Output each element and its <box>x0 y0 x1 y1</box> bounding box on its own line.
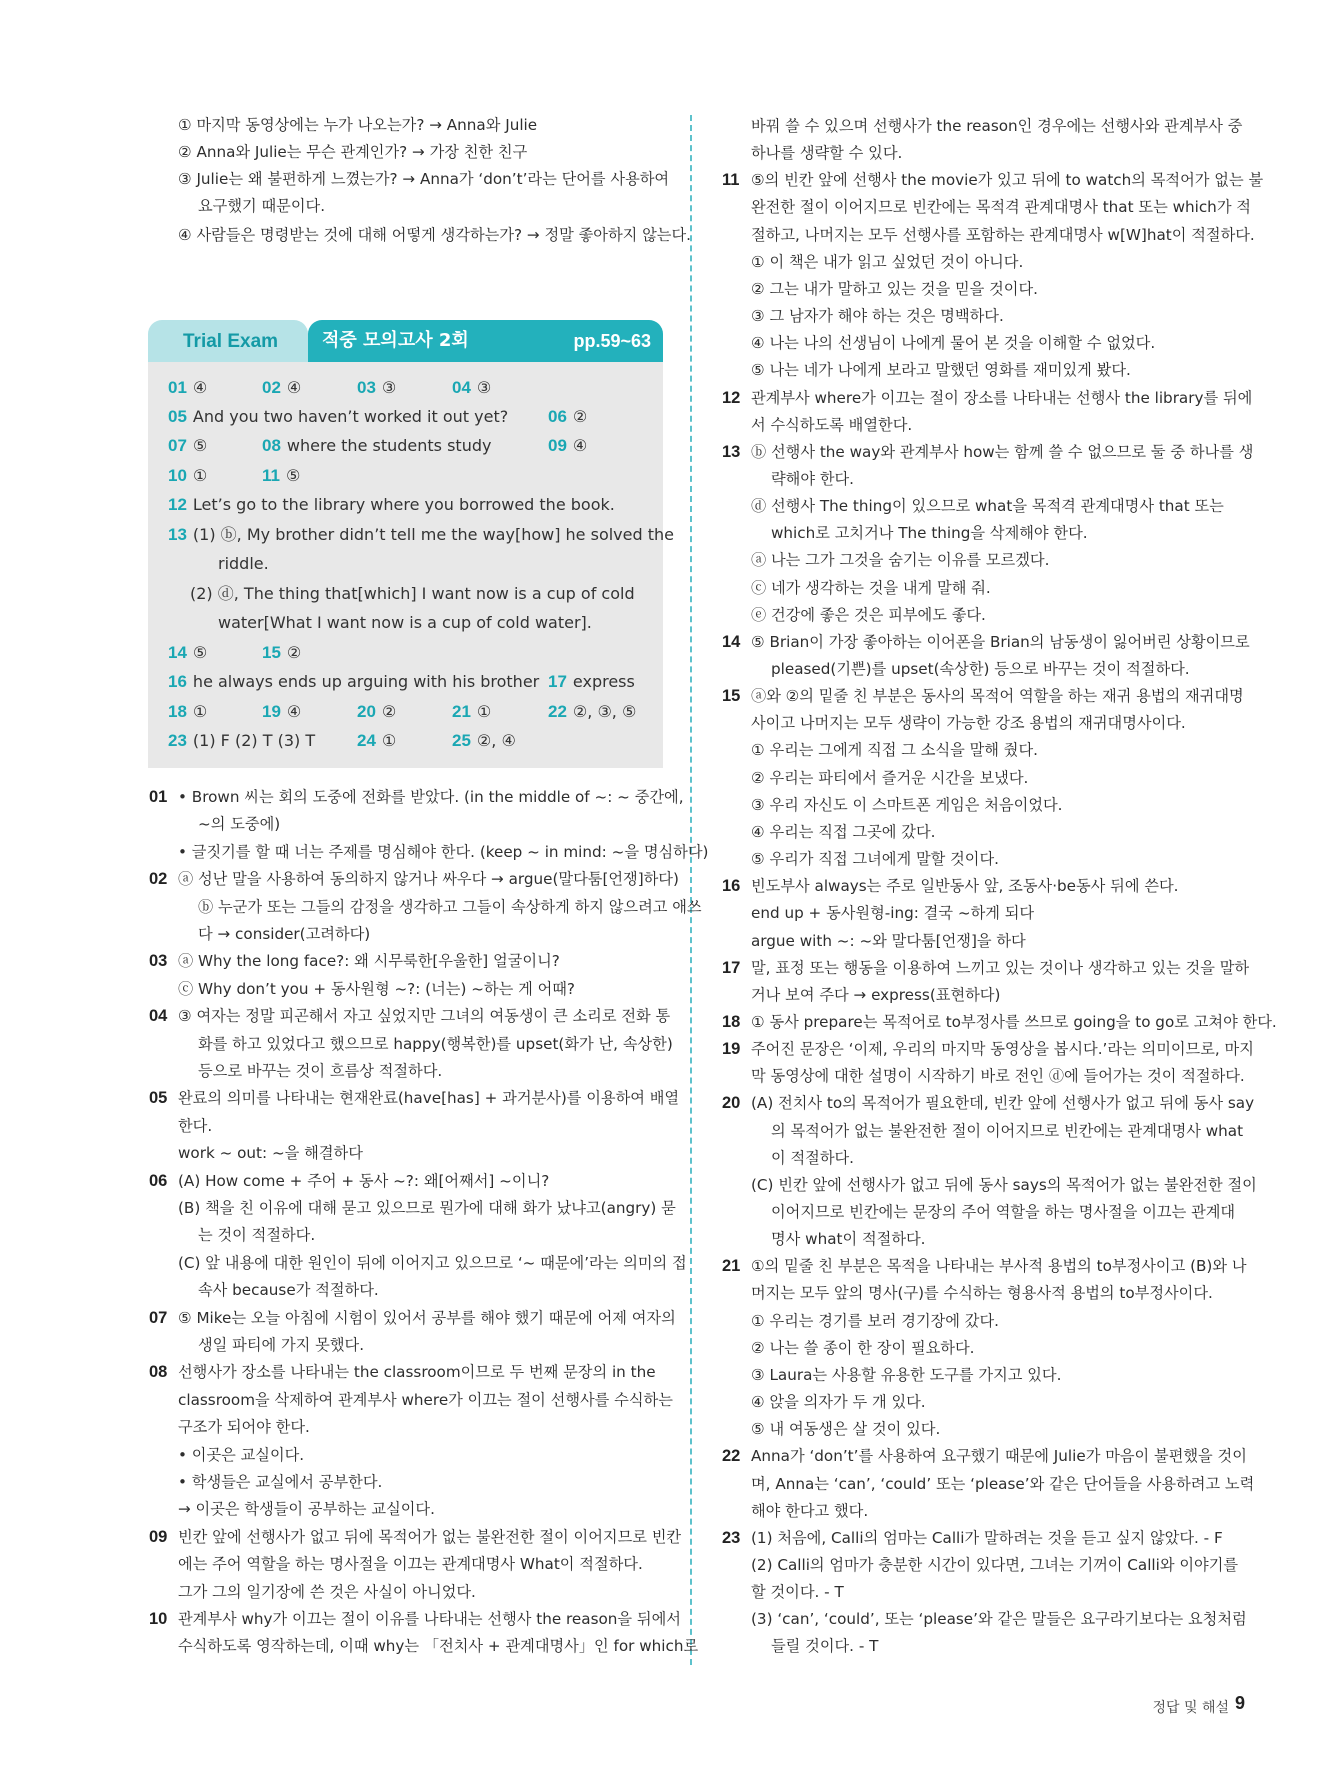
exam-pages: pp.59~63 <box>573 331 651 351</box>
explanation-line: end up + 동사원형-ing: 결국 ~하게 되다 <box>751 904 1035 923</box>
item-number: 02 <box>149 870 168 889</box>
item-number: 11 <box>722 171 740 190</box>
answer-number: 07 <box>168 436 187 455</box>
intro-line: 요구했기 때문이다. <box>198 197 326 215</box>
column-divider <box>690 115 692 1665</box>
answer-text: ② <box>286 643 302 662</box>
explanation-line: (A) How come + 주어 + 동사 ~?: 왜[어째서] ~이니? <box>178 1171 550 1190</box>
answer-item <box>357 730 396 752</box>
item-number: 09 <box>149 1527 168 1546</box>
explanation-line: ⑤ Brian이 가장 좋아하는 이어폰을 Brian의 남동생이 잃어버린 상황이므로 <box>751 632 1250 651</box>
answer-number: 10 <box>168 466 187 485</box>
explanation-line: ③ 여자는 정말 피곤해서 자고 싶었지만 그녀의 여동생이 큰 소리로 전화 통 <box>178 1007 671 1026</box>
explanation-line: (2) Calli의 엄마가 충분한 시간이 있다면, 그녀는 기꺼이 Calli와 이야기를 <box>751 1555 1239 1574</box>
explanation-line: ⑤ 내 여동생은 살 것이 있다. <box>751 1420 941 1439</box>
explanation-line: ③ Laura는 사용할 유용한 도구를 가지고 있다. <box>751 1365 1062 1384</box>
explanation-line: 들릴 것이다. - T <box>771 1637 879 1656</box>
item-number: 18 <box>722 1012 741 1031</box>
explanation-line: ⓒ Why don’t you + 동사원형 ~?: (너는) ~하는 게 어때? <box>178 979 575 998</box>
answer-text: express <box>572 672 635 691</box>
answer-text: And you two haven’t worked it out yet? <box>192 407 509 426</box>
answer-number: 23 <box>168 731 187 750</box>
explanation-line: ⓒ 네가 생각하는 것을 내게 말해 줘. <box>751 578 991 597</box>
explanation-line: • 글짓기를 할 때 너는 주제를 명심해야 한다. (keep ~ in mind: ~을 명심하다) <box>178 842 709 861</box>
item-number: 14 <box>722 632 741 651</box>
explanation-line: ⑤의 빈칸 앞에 선행사 the movie가 있고 뒤에 to watch의 목적어가 없는 불 <box>751 171 1264 190</box>
explanation-line: 말, 표정 또는 행동을 이용하여 느끼고 있는 것이나 생각하고 있는 것을 말하 <box>751 958 1250 977</box>
answer-text: ④ <box>572 436 588 455</box>
explanation-line: ③ 그 남자가 해야 하는 것은 명백하다. <box>751 307 1004 326</box>
explanation-line: 구조가 되어야 한다. <box>178 1418 310 1437</box>
item-number: 17 <box>722 958 741 977</box>
answer-item <box>168 406 508 428</box>
explanation-line: work ~ out: ~을 해결하다 <box>178 1144 363 1163</box>
explanation-line: 수식하도록 영작하는데, 이때 why는 「전치사 + 관계대명사」인 for which로 <box>178 1637 699 1656</box>
explanation-line: → 이곳은 학생들이 공부하는 교실이다. <box>178 1500 435 1519</box>
answer-number: 14 <box>168 643 187 662</box>
explanation-line: 등으로 바꾸는 것이 흐름상 적절하다. <box>198 1062 443 1080</box>
answer-item <box>168 524 674 546</box>
explanation-line: 사이고 나머지는 모두 생략이 가능한 강조 용법의 재귀대명사이다. <box>751 714 1186 733</box>
explanation-line: ⑤ 나는 네가 나에게 보라고 말했던 영화를 재미있게 봤다. <box>751 361 1131 380</box>
answer-text: ① <box>381 731 397 750</box>
explanation-line: 그가 그의 일기장에 쓴 것은 사실이 아니었다. <box>178 1582 476 1601</box>
explanation-line: ⓐ 나는 그가 그것을 숨기는 이유를 모르겠다. <box>751 551 1050 570</box>
item-number: 21 <box>722 1257 741 1276</box>
explanation-line: Anna가 ‘don’t’를 사용하여 요구했기 때문에 Julie가 마음이 불편했을 것이 <box>751 1447 1247 1466</box>
explanation-line: ⓑ 누군가 또는 그들의 감정을 생각하고 그들이 속상하게 하지 않으려고 애쓰 <box>198 897 702 916</box>
item-number: 16 <box>722 877 741 896</box>
answer-item <box>262 435 491 457</box>
explanation-line: (C) 빈칸 앞에 선행사가 없고 뒤에 동사 says의 목적어가 없는 불완전한 절이 <box>751 1175 1257 1194</box>
answer-item <box>357 701 396 723</box>
item-number: 08 <box>149 1363 168 1382</box>
exam-title: 적중 모의고사 2회 <box>322 330 469 351</box>
explanation-line: 략해야 한다. <box>771 469 855 488</box>
explanation-line: ② 그는 내가 말하고 있는 것을 믿을 것이다. <box>751 279 1038 298</box>
answer-item <box>357 377 396 399</box>
intro-line: ④ 사람들은 명령받는 것에 대해 어떻게 생각하는가? → 정말 좋아하지 않는다. <box>178 226 691 244</box>
explanation-line: 하나를 생략할 수 있다. <box>751 144 903 163</box>
explanation-line: ⓓ 선행사 The thing이 있으므로 what을 목적격 관계대명사 that 또는 <box>751 497 1224 516</box>
answer-number: 17 <box>548 672 567 691</box>
answer-item <box>262 465 300 487</box>
item-number: 22 <box>722 1447 741 1466</box>
answer-item <box>168 730 315 752</box>
item-number: 23 <box>722 1528 741 1547</box>
explanation-line: 빈도부사 always는 주로 일반동사 앞, 조동사·be동사 뒤에 쓴다. <box>751 877 1179 896</box>
explanation-line: (1) 처음에, Calli의 엄마는 Calli가 말하려는 것을 듣고 싶지 않았다. - F <box>751 1528 1223 1547</box>
answer-number: 20 <box>357 702 376 721</box>
explanation-line: ③ 우리 자신도 이 스마트폰 게임은 처음이었다. <box>751 795 1063 814</box>
answer-text: ① <box>476 702 492 721</box>
answer-text: Let’s go to the library where you borrowed the book. <box>192 495 615 514</box>
item-number: 12 <box>722 388 741 407</box>
answer-number: 03 <box>357 378 376 397</box>
page-number: 9 <box>1234 1693 1245 1713</box>
answer-item <box>548 701 636 723</box>
exam-header <box>308 320 663 362</box>
answer-item <box>168 465 207 487</box>
explanation-line: 서 수식하도록 배열한다. <box>751 415 913 434</box>
item-number: 03 <box>149 952 168 971</box>
explanation-line: 명사 what이 적절하다. <box>771 1230 926 1249</box>
explanation-line: ~의 도중에) <box>198 815 281 834</box>
answer-number: 08 <box>262 436 281 455</box>
explanation-line: ④ 앉을 의자가 두 개 있다. <box>751 1393 926 1412</box>
explanation-line: (A) 전치사 to의 목적어가 필요한데, 빈칸 앞에 선행사가 없고 뒤에 동사 say <box>751 1094 1255 1113</box>
explanation-line: ② 우리는 파티에서 즐거운 시간을 보냈다. <box>751 768 1029 787</box>
explanation-line: 생일 파티에 가지 못했다. <box>198 1336 365 1354</box>
answer-text: ② <box>381 702 397 721</box>
explanation-line: (3) ‘can’, ‘could’, 또는 ‘please’와 같은 말들은 요구라기보다는 요청처럼 <box>751 1610 1247 1629</box>
explanation-line: • 학생들은 교실에서 공부한다. <box>178 1473 383 1491</box>
answer-number: 25 <box>452 731 471 750</box>
explanation-line: 할 것이다. - T <box>751 1583 844 1602</box>
answer-text: ③ <box>381 378 397 397</box>
answer-item <box>218 612 592 634</box>
explanation-line: 며, Anna는 ‘can’, ‘could’ 또는 ‘please’와 같은 단어들을 사용하려고 노력 <box>751 1474 1255 1493</box>
answer-number: 16 <box>168 672 187 691</box>
footer-label: 정답 및 해설 <box>1152 1700 1229 1716</box>
explanation-line: ①의 밑줄 친 부분은 목적을 나타내는 부사적 용법의 to부정사이고 (B)와 나 <box>751 1257 1247 1276</box>
explanation-line: 이 적절하다. <box>771 1148 855 1167</box>
intro-line: ③ Julie는 왜 불편하게 느꼈는가? → Anna가 ‘don’t’라는 단어를 사용하여 <box>178 170 670 188</box>
answer-item <box>168 701 207 723</box>
explanation-line: 거나 보여 주다 → express(표현하다) <box>751 985 1001 1004</box>
explanation-line: ④ 나는 나의 선생님이 나에게 물어 본 것을 이해할 수 없었다. <box>751 334 1156 353</box>
answer-number: 11 <box>262 466 280 485</box>
answer-number: 24 <box>357 731 376 750</box>
answer-text: ④ <box>286 378 302 397</box>
answer-text: water[What I want now is a cup of cold water]. <box>218 613 592 632</box>
answer-text: ⑤ <box>192 436 208 455</box>
answer-text: where the students study <box>286 436 492 455</box>
explanation-line: ⓐ와 ②의 밑줄 친 부분은 동사의 목적어 역할을 하는 재귀 용법의 재귀대명 <box>751 687 1244 706</box>
answer-text: ① <box>192 702 208 721</box>
explanation-line: 화를 하고 있었다고 했으므로 happy(행복한)를 upset(화가 난, 속상한) <box>198 1034 673 1053</box>
explanation-line: ① 이 책은 내가 읽고 싶었던 것이 아니다. <box>751 252 1024 271</box>
item-number: 10 <box>149 1610 168 1628</box>
answer-number: 05 <box>168 407 187 426</box>
explanation-line: pleased(기쁜)를 upset(속상한) 등으로 바꾸는 것이 적절하다. <box>771 660 1190 678</box>
answer-number: 21 <box>452 702 471 721</box>
explanation-line: 관계부사 why가 이끄는 절이 이유를 나타내는 선행사 the reason을 뒤에서 <box>178 1610 681 1628</box>
answer-item <box>262 701 301 723</box>
answer-number: 15 <box>262 643 281 662</box>
explanation-line: 머지는 모두 앞의 명사(구)를 수식하는 형용사적 용법의 to부정사이다. <box>751 1284 1213 1303</box>
answer-item <box>168 494 615 516</box>
answer-number: 09 <box>548 436 567 455</box>
explanation-line: 는 것이 적절하다. <box>198 1226 316 1245</box>
answer-text: ⑤ <box>285 466 301 485</box>
answer-item <box>548 671 635 693</box>
answer-number: 12 <box>168 495 187 514</box>
explanation-line: 완전한 절이 이어지므로 빈칸에는 목적격 관계대명사 that 또는 which가 적 <box>751 198 1251 217</box>
explanation-line: ⑤ Mike는 오늘 아침에 시험이 있어서 공부를 해야 했기 때문에 어제 여자의 <box>178 1308 676 1327</box>
answer-number: 18 <box>168 702 187 721</box>
explanation-line: ⓐ Why the long face?: 왜 시무룩한[우울한] 얼굴이니? <box>178 952 560 971</box>
answer-item <box>168 671 539 693</box>
explanation-line: 주어진 문장은 ‘이제, 우리의 마지막 동영상을 봅시다.’라는 의미이므로, 마지 <box>751 1040 1254 1059</box>
item-number: 04 <box>149 1007 168 1026</box>
answer-item <box>168 377 207 399</box>
explanation-line: argue with ~: ~와 말다툼[언쟁]을 하다 <box>751 931 1026 950</box>
explanation-line: 에는 주어 역할을 하는 명사절을 이끄는 관계대명사 What이 적절하다. <box>178 1555 643 1574</box>
explanation-line: which로 고치거나 The thing을 삭제해야 한다. <box>771 524 1088 543</box>
answer-text: (1) ⓑ, My brother didn’t tell me the way[how] he solved the <box>192 525 674 544</box>
answer-text: (1) F (2) T (3) T <box>192 731 316 750</box>
explanation-line: 완료의 의미를 나타내는 현재완료(have[has] + 과거분사)를 이용하여 배열 <box>178 1089 680 1108</box>
explanation-line: 절하고, 나머지는 모두 선행사를 포함하는 관계대명사 w[W]hat이 적절하다. <box>751 225 1255 244</box>
item-number: 13 <box>722 442 741 461</box>
explanation-line: (B) 책을 친 이유에 대해 묻고 있으므로 뭔가에 대해 화가 났냐고(angry) 묻 <box>178 1199 676 1217</box>
answer-number: 06 <box>548 407 567 426</box>
explanation-line: 바꿔 쓸 수 있으며 선행사가 the reason인 경우에는 선행사와 관계부사 중 <box>751 117 1243 135</box>
explanation-line: 다 → consider(고려하다) <box>198 925 371 943</box>
answer-text: ③ <box>476 378 492 397</box>
answer-text: ②, ④ <box>476 731 516 750</box>
answer-text: ⑤ <box>192 643 208 662</box>
answer-item <box>452 377 491 399</box>
item-number: 05 <box>149 1089 168 1108</box>
explanation-line: ⓔ 건강에 좋은 것은 피부에도 좋다. <box>751 605 986 624</box>
item-number: 07 <box>149 1308 168 1327</box>
explanation-line: ⓐ 성난 말을 사용하여 동의하지 않거나 싸우다 → argue(말다툼[언쟁]하다) <box>178 870 679 889</box>
answer-item <box>218 553 269 575</box>
explanation-line: ① 우리는 경기를 보러 경기장에 갔다. <box>751 1311 999 1330</box>
answer-item <box>452 730 516 752</box>
answer-text: ④ <box>286 702 302 721</box>
explanation-line: 이어지므로 빈칸에는 문장의 주어 역할을 하는 명사절을 이끄는 관계대 <box>771 1203 1236 1221</box>
explanation-line: 막 동영상에 대한 설명이 시작하기 바로 전인 ⓓ에 들어가는 것이 적절하다. <box>751 1067 1245 1086</box>
explanation-line: (C) 앞 내용에 대한 원인이 뒤에 이어지고 있으므로 ‘~ 때문에’라는 의미의 접 <box>178 1253 687 1272</box>
answer-number: 19 <box>262 702 281 721</box>
answer-text: ②, ③, ⑤ <box>572 702 637 721</box>
item-number: 19 <box>722 1040 741 1059</box>
answer-item <box>548 406 587 428</box>
answer-item <box>262 642 301 664</box>
answer-item <box>190 583 635 605</box>
explanation-line: • Brown 씨는 회의 도중에 전화를 받았다. (in the middle of ~: ~ 중간에, <box>178 788 684 806</box>
item-number: 15 <box>722 687 741 706</box>
answer-number: 22 <box>548 702 567 721</box>
item-number: 06 <box>149 1171 168 1190</box>
trial-exam-tab: Trial Exam <box>148 320 308 362</box>
answer-item <box>452 701 491 723</box>
answer-text: ② <box>572 407 588 426</box>
answer-number: 04 <box>452 378 471 397</box>
item-number: 01 <box>149 788 168 806</box>
explanation-line: 속사 because가 적절하다. <box>198 1281 379 1300</box>
explanation-line: 빈칸 앞에 선행사가 없고 뒤에 목적어가 없는 불완전한 절이 이어지므로 빈칸 <box>178 1527 682 1546</box>
answer-item <box>168 435 207 457</box>
explanation-line: ① 우리는 그에게 직접 그 소식을 말해 줬다. <box>751 741 1038 760</box>
answer-text: (2) ⓓ, The thing that[which] I want now is a cup of cold <box>190 584 635 603</box>
explanation-line: 관계부사 where가 이끄는 절이 장소를 나타내는 선행사 the library를 뒤에 <box>751 388 1253 407</box>
answer-item <box>168 642 207 664</box>
explanation-line: ⓑ 선행사 the way와 관계부사 how는 함께 쓸 수 없으므로 둘 중 하나를 생 <box>751 442 1254 461</box>
explanation-line: ① 동사 prepare는 목적어로 to부정사를 쓰므로 going을 to go로 고쳐야 한다. <box>751 1012 1277 1031</box>
answer-text: he always ends up arguing with his brother <box>192 672 540 691</box>
answer-number: 02 <box>262 378 281 397</box>
explanation-line: 한다. <box>178 1116 213 1135</box>
answer-number: 13 <box>168 525 187 544</box>
explanation-line: 선행사가 장소를 나타내는 the classroom이므로 두 번째 문장의 in the <box>178 1363 656 1382</box>
explanation-line: ④ 우리는 직접 그곳에 갔다. <box>751 822 936 841</box>
explanation-line: ② 나는 쓸 종이 한 장이 필요하다. <box>751 1338 975 1357</box>
answer-text: ④ <box>192 378 208 397</box>
explanation-line: • 이곳은 교실이다. <box>178 1445 305 1464</box>
answer-item <box>548 435 587 457</box>
intro-line: ② Anna와 Julie는 무슨 관계인가? → 가장 친한 친구 <box>178 143 528 161</box>
item-number: 20 <box>722 1094 741 1113</box>
answer-number: 01 <box>168 378 187 397</box>
explanation-line: 해야 한다고 했다. <box>751 1501 869 1520</box>
answer-text: riddle. <box>218 554 269 573</box>
explanation-line: 의 목적어가 없는 불완전한 절이 이어지므로 빈칸에는 관계대명사 what <box>771 1121 1244 1140</box>
explanation-line: classroom을 삭제하여 관계부사 where가 이끄는 절이 선행사를 수식하는 <box>178 1390 673 1409</box>
intro-line: ① 마지막 동영상에는 누가 나오는가? → Anna와 Julie <box>178 116 538 134</box>
explanation-line: ⑤ 우리가 직접 그녀에게 말할 것이다. <box>751 850 999 869</box>
answer-text: ① <box>192 466 208 485</box>
answer-item <box>262 377 301 399</box>
